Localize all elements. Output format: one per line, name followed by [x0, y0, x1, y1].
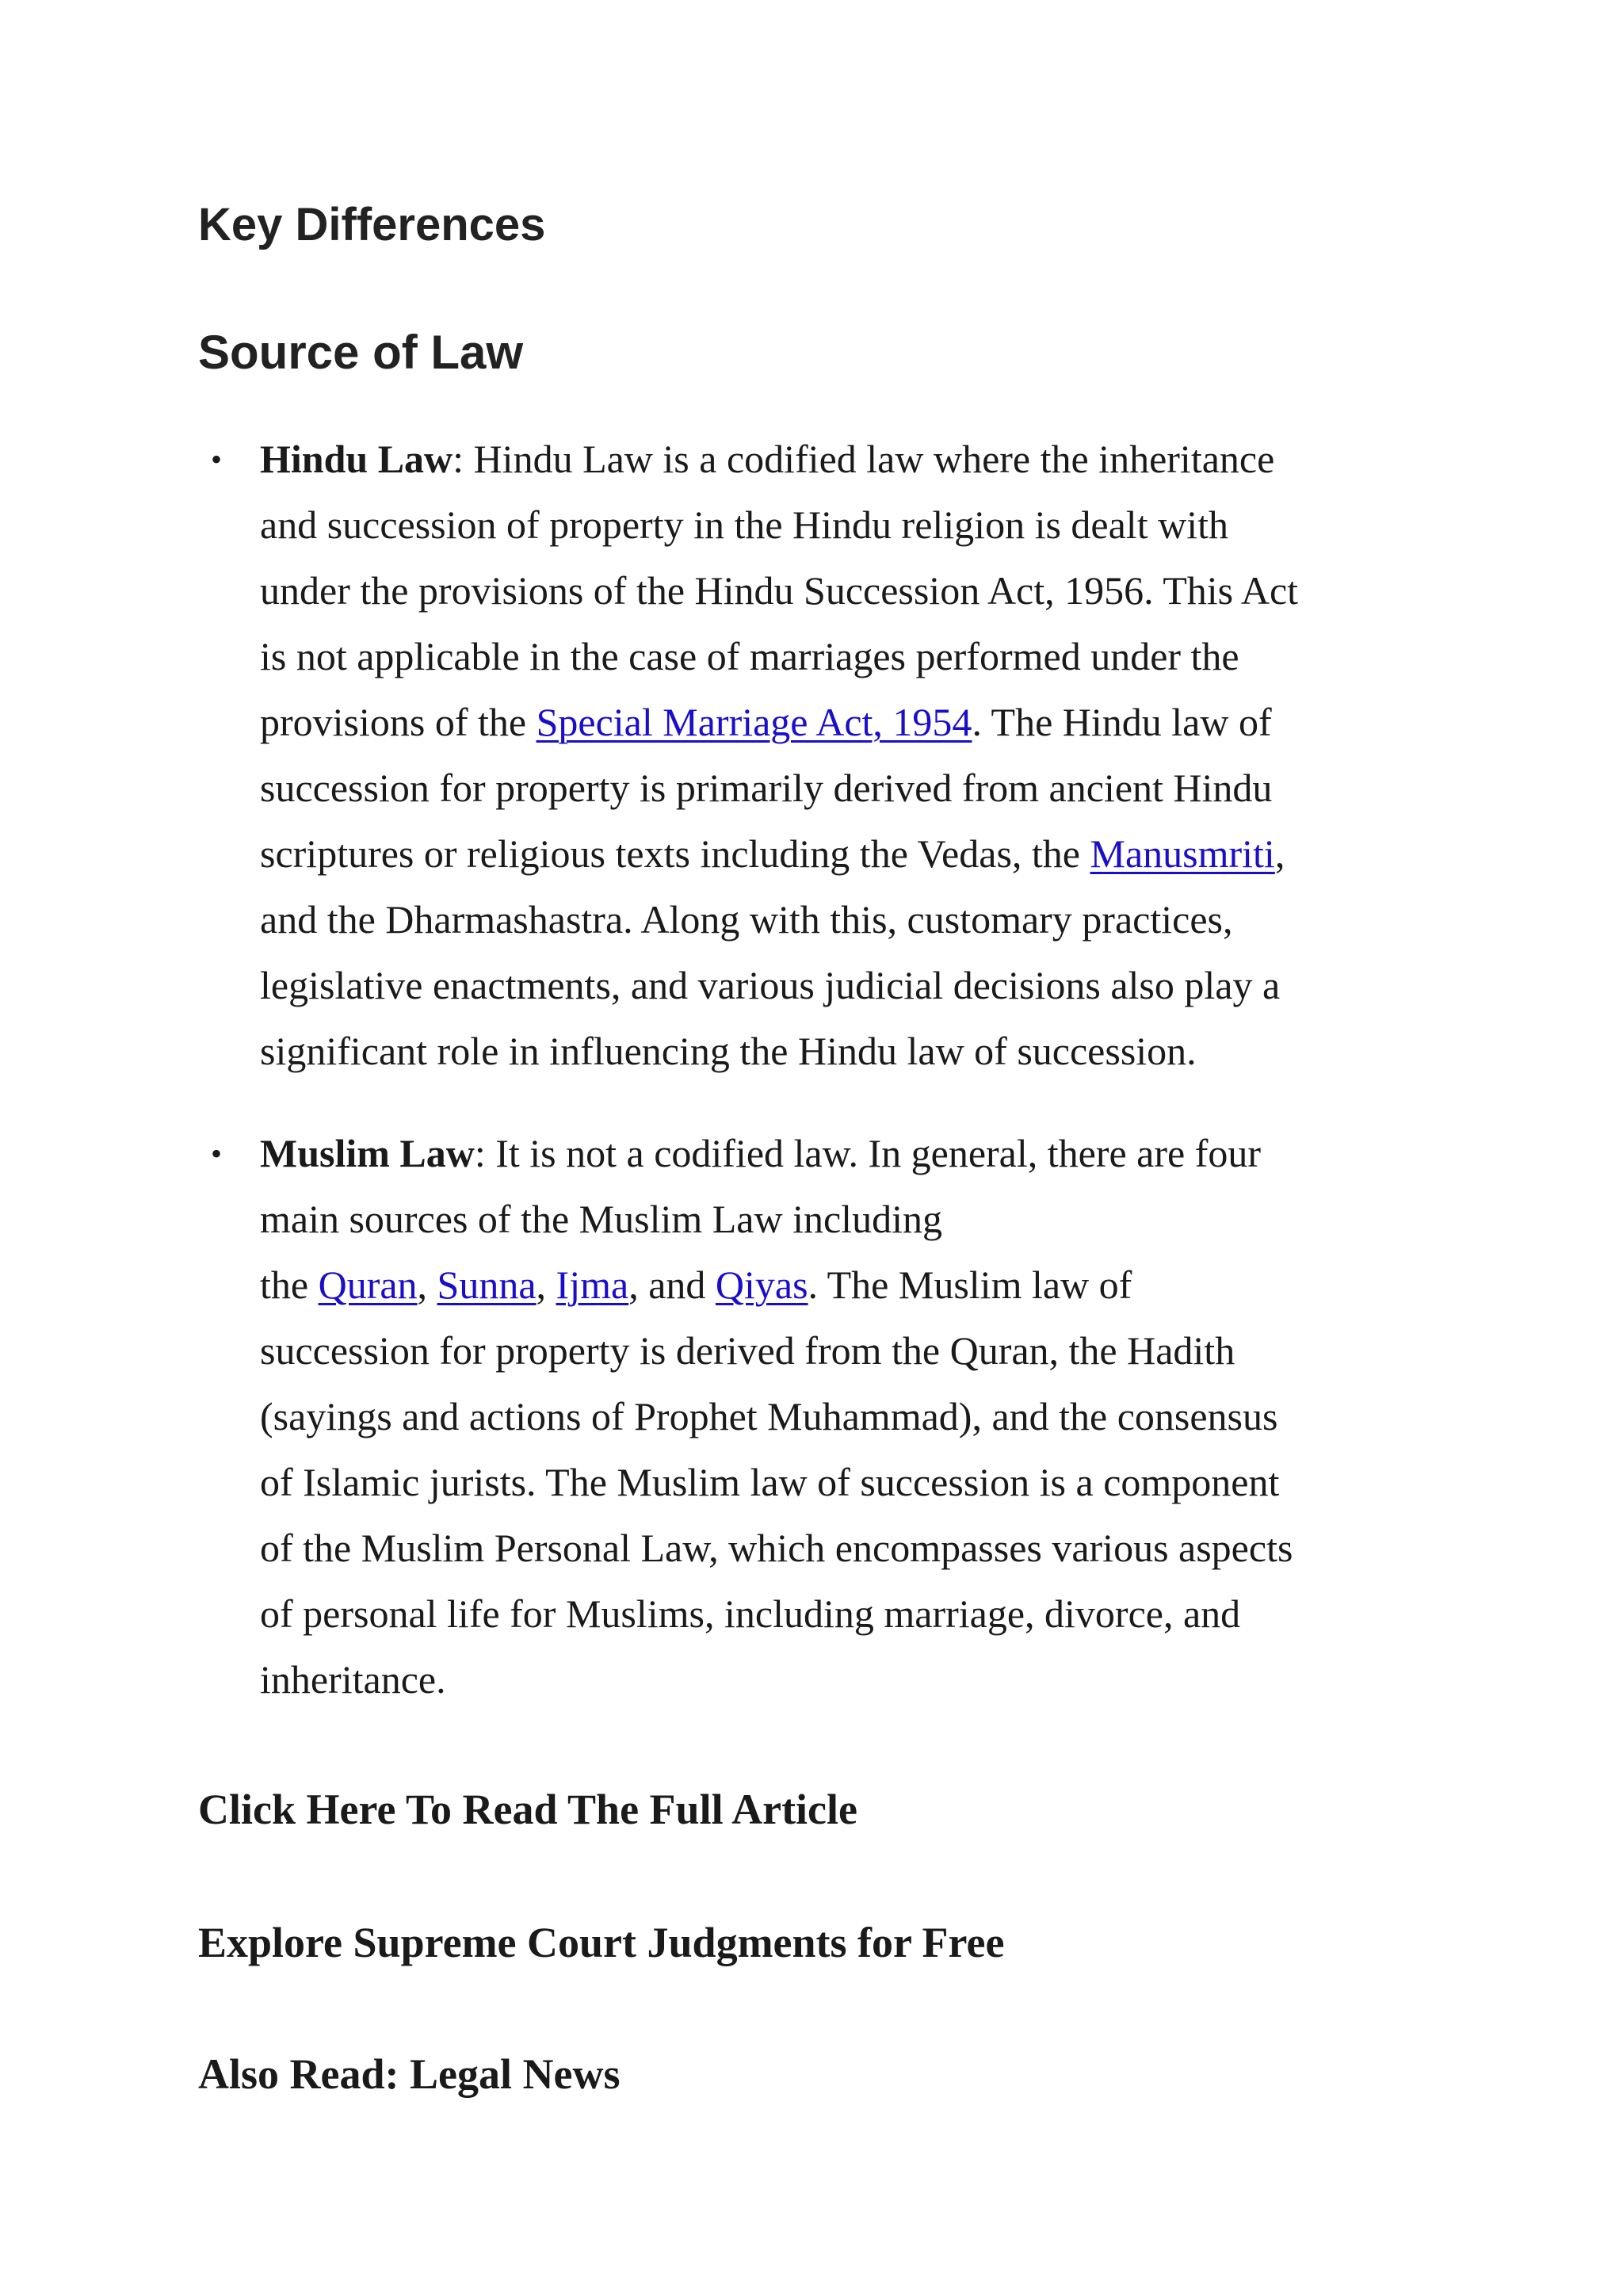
hindu-text: significant role in influencing the Hindu law of succession.	[260, 1029, 1197, 1073]
quran-link[interactable]: Quran	[318, 1263, 418, 1307]
muslim-text: ,	[417, 1263, 437, 1307]
hindu-text: scriptures or religious texts including the Vedas, the	[260, 831, 1090, 876]
hindu-text: under the provisions of the Hindu Succession Act, 1956. This Act	[260, 568, 1299, 613]
sunna-link[interactable]: Sunna	[437, 1263, 537, 1307]
hindu-text: is not applicable in the case of marriages performed under the	[260, 634, 1239, 678]
muslim-text: of Islamic jurists. The Muslim law of succession is a component	[260, 1460, 1280, 1504]
special-marriage-act-link[interactable]: Special Marriage Act, 1954	[536, 700, 972, 744]
muslim-text: inheritance.	[260, 1657, 446, 1702]
muslim-text: ,	[536, 1263, 556, 1307]
heading-source-of-law: Source of Law	[198, 326, 524, 379]
muslim-text: of personal life for Muslims, including marriage, divorce, and	[260, 1591, 1241, 1636]
ijma-link[interactable]: Ijma	[556, 1263, 629, 1307]
muslim-text: , and	[628, 1263, 716, 1307]
hindu-text: legislative enactments, and various judicial decisions also play a	[260, 963, 1281, 1007]
muslim-text: the	[260, 1263, 319, 1307]
hindu-text: succession for property is primarily derived from ancient Hindu	[260, 766, 1273, 810]
muslim-law-term: Muslim Law	[260, 1131, 475, 1175]
muslim-text: . The Muslim law of	[808, 1263, 1132, 1307]
explore-judgments-link[interactable]: Explore Supreme Court Judgments for Free	[198, 1919, 1005, 1966]
hindu-text: and succession of property in the Hindu religion is dealt with	[260, 502, 1228, 547]
muslim-text: succession for property is derived from the Quran, the Hadith	[260, 1328, 1235, 1373]
muslim-text: (sayings and actions of Prophet Muhammad), and the consensus	[260, 1394, 1278, 1438]
heading-key-differences: Key Differences	[198, 199, 546, 250]
also-read-legal-news-link[interactable]: Also Read: Legal News	[198, 2050, 621, 2098]
manusmriti-link[interactable]: Manusmriti	[1090, 831, 1275, 876]
muslim-text: of the Muslim Personal Law, which encompasses various aspects	[260, 1526, 1293, 1570]
bullet-icon: •	[211, 1136, 223, 1171]
list-item-hindu-law	[198, 426, 1520, 1084]
muslim-text: : It is not a codified law. In general, there are four	[474, 1131, 1262, 1175]
muslim-text: main sources of the Muslim Law including	[260, 1197, 942, 1241]
read-full-article-link[interactable]: Click Here To Read The Full Article	[198, 1786, 857, 1833]
hindu-text: and the Dharmashastra. Along with this, customary practices,	[260, 897, 1233, 942]
qiyas-link[interactable]: Qiyas	[715, 1263, 808, 1307]
hindu-text: provisions of the	[260, 700, 537, 744]
hindu-text: . The Hindu law of	[972, 700, 1272, 744]
list-item-muslim-law	[198, 1121, 1520, 1713]
hindu-text: : Hindu Law is a codified law where the inheritance	[453, 437, 1275, 481]
hindu-text: ,	[1274, 831, 1285, 876]
bullet-icon: •	[211, 441, 223, 477]
hindu-law-term: Hindu Law	[260, 437, 453, 481]
